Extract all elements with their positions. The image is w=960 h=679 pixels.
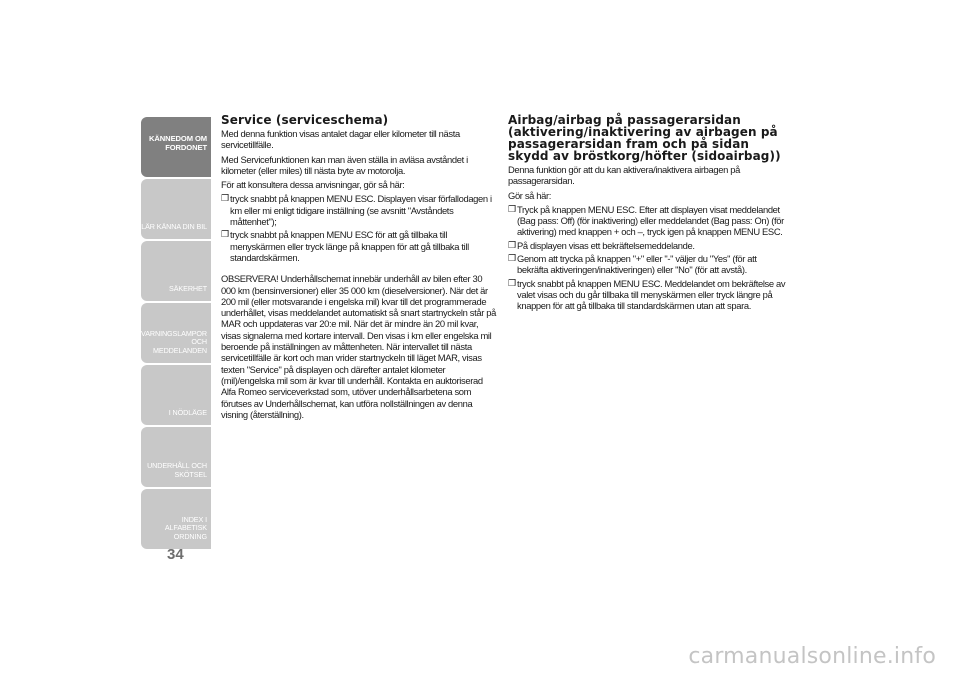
list-item: ❒ tryck snabbt på knappen MENU ESC. Meddelandet om bekräftelse av valet visas och du går tillbaka till menyskärmen eller tryck längre på knappen för att gå tillbaka till standardskärmen utan att spara. <box>508 277 786 312</box>
tab-kannedom-om-fordonet[interactable]: KÄNNEDOM OM FORDONET <box>141 117 211 177</box>
list-item: ❒ På displayen visas ett bekräftelsemeddelande. <box>508 239 695 251</box>
checkbox-bullet-icon: ❒ <box>508 239 516 250</box>
list-item: ❒ Genom att trycka på knappen "+" eller "-" väljer du "Yes" (för att bekräfta aktiveringen/inaktiveringen) eller "No" (för att avstå). <box>508 253 757 276</box>
list-item: ❒ tryck snabbt på knappen MENU ESC för att gå tillbaka till menyskärmen eller tryck länge på knappen för att gå tillbaka till standardskärmen. <box>221 229 469 263</box>
checkbox-bullet-icon: ❒ <box>508 253 516 264</box>
list-item: ❒ tryck snabbt på knappen MENU ESC. Displayen visar förfallodagen i km eller mi enligt tidigare inställning (se avsnitt "Avståndets måttenhet"); <box>221 193 492 228</box>
paragraph: För att konsultera dessa anvisningar, gör så här: <box>221 179 405 191</box>
checkbox-bullet-icon: ❒ <box>508 277 516 288</box>
checkbox-bullet-icon: ❒ <box>508 203 516 214</box>
list-item: ❒ Tryck på knappen MENU ESC. Efter att displayen visat meddelandet (Bag pass: Off) (för inaktivering) eller meddelandet (Bag pass: On) (för aktivering) med knappen + och –, tryck igen på knappen MENU ESC. <box>508 203 784 238</box>
section-heading-airbag: Airbag/airbag på passagerarsidan (aktivering/inaktivering av airbagen på passagerarsidan fram och på sidan skydd av bröstkorg/höfter (sidoairbag)) <box>508 113 781 163</box>
section-heading-service: Service (serviceschema) <box>221 113 389 127</box>
paragraph: Denna funktion gör att du kan aktivera/inaktivera airbagen på passagerarsidan. <box>508 164 740 187</box>
tab-index[interactable]: INDEX I ALFABETISK ORDNING <box>141 489 211 549</box>
tab-varningslampor[interactable]: VARNINGSLAMPOR OCH MEDDELANDEN <box>141 303 211 363</box>
tab-lar-kanna-din-bil[interactable]: LÄR KÄNNA DIN BIL <box>141 179 211 239</box>
checkbox-bullet-icon: ❒ <box>221 193 229 204</box>
tab-sakerhet[interactable]: SÄKERHET <box>141 241 211 301</box>
bullet-list <box>221 193 496 263</box>
paragraph: Med Servicefunktionen kan man även ställa in avläsa avståndet i kilometer (eller miles) till nästa byte av motorolja. <box>221 153 468 176</box>
bullet-list <box>508 204 786 312</box>
paragraph: Gör så här: <box>508 189 552 201</box>
paragraph: Med denna funktion visas antalet dagar eller kilometer till nästa servicetillfälle. <box>221 128 460 151</box>
checkbox-bullet-icon: ❒ <box>221 229 229 240</box>
page-number: 34 <box>167 546 184 563</box>
left-column <box>221 114 496 423</box>
tab-underhall-och-skotsel[interactable]: UNDERHÅLL OCH SKÖTSEL <box>141 427 211 487</box>
note-paragraph: OBSERVERA! Underhållschemat innebär underhåll av bilen efter 30 000 km (bensinversioner) eller 35 000 km (dieselversioner). När det är 200 mil (eller motsvarande i engelska mil) kvar till det programmerade underhållet, visas meddelandet automatiskt så snart startnyckeln står på MAR och uppdateras var 20:e mil. När det är mindre än 20 mil kvar, visas signalerna med kortare intervall. Den visas i km eller engelska mil beroende på inställningen av måttenheten. När intervallet till nästa servicetillfälle är kort och man vrider startnyckeln till läget MAR, visas texten "Service" på displayen och därefter antalet kilometer (mil)/engelska mil som är kvar till underhåll. Kontakta en auktoriserad Alfa Romeo serviceverkstad som, utöver underhållsarbetena som förutses av Underhållschemat, kan utföra nollställningen av denna visning (återställning). <box>221 273 496 420</box>
right-column <box>508 114 786 315</box>
tab-i-nodlage[interactable]: I NÖDLÄGE <box>141 365 211 425</box>
watermark: carmanualsonline.info <box>688 644 936 669</box>
